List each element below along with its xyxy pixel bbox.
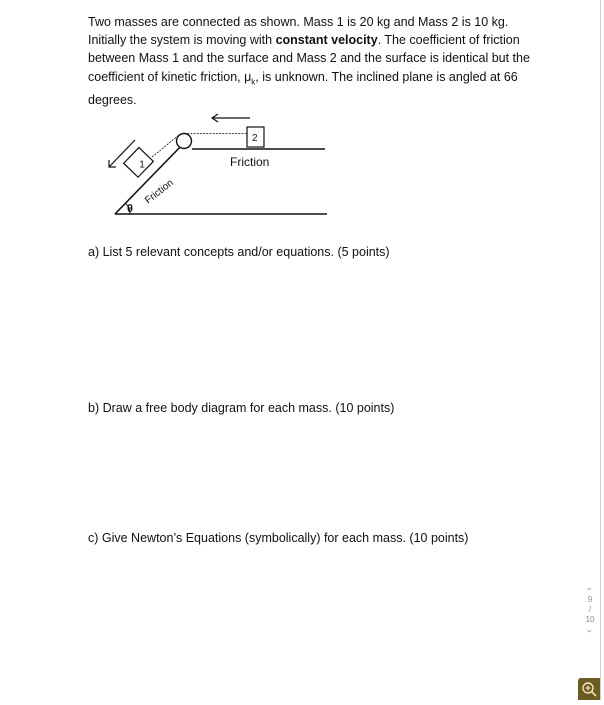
next-page-icon[interactable]: › [585, 629, 595, 633]
question-c: c) Give Newton’s Equations (symbolically) for each mass. (10 points) [88, 531, 469, 545]
problem-emphasis: constant velocity [275, 33, 378, 48]
problem-statement [88, 13, 538, 110]
question-b: b) Draw a free body diagram for each mass. (10 points) [88, 401, 395, 415]
zoom-in-icon [578, 678, 600, 700]
question-a: a) List 5 relevant concepts and/or equations. (5 points) [88, 245, 390, 259]
zoom-button[interactable] [578, 678, 600, 700]
physics-diagram [100, 112, 330, 220]
mu-symbol: μ [244, 69, 252, 84]
previous-page-icon[interactable]: ‹ [585, 587, 595, 591]
page-separator: / [588, 605, 592, 614]
problem-text-b: , is unknown. The inclined plane is angled at 66 degrees. [88, 69, 518, 108]
rope-incline [152, 135, 179, 157]
page-navigator [580, 583, 600, 663]
pulley [177, 134, 192, 149]
problem-intro: Two masses are connected as shown. Mass 1 is 20 kg and Mass 2 is 10 kg. Initially the system is moving with [88, 15, 509, 48]
problem-text-a: . The coefficient of friction between Mass 1 and the surface and Mass 2 and the surface is identical but the coefficient of kinetic friction, [88, 33, 530, 84]
page-edge [600, 0, 601, 700]
mass-2-label: 2 [252, 133, 258, 144]
mu-subscript: k [251, 77, 256, 87]
current-page: 9 [587, 595, 593, 604]
friction-incline-label: Friction [143, 177, 176, 207]
total-pages: 10 [585, 615, 595, 624]
angle-symbol: θ [127, 203, 133, 215]
mass-1-label: 1 [139, 159, 145, 171]
friction-flat-label: Friction [230, 155, 270, 169]
